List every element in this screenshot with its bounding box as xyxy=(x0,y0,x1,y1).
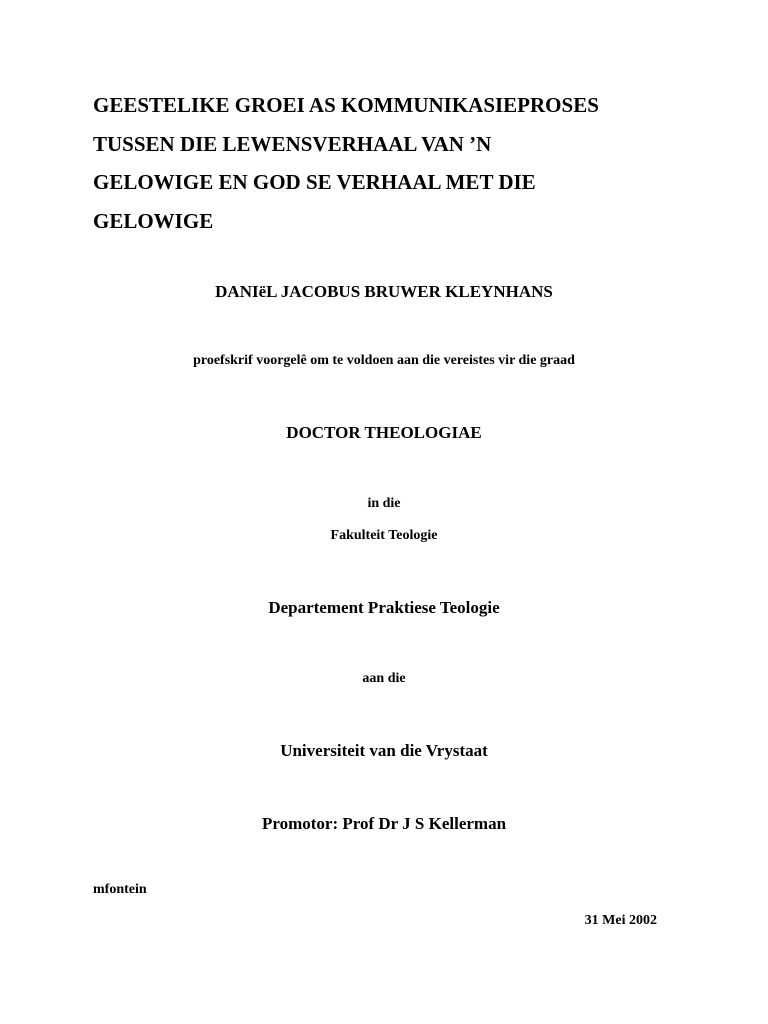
thesis-title-line-4: GELOWIGE xyxy=(93,208,214,233)
in-die-text: in die xyxy=(367,496,401,511)
promotor-line: Promotor: Prof Dr J S Kellerman xyxy=(261,814,507,833)
degree-name: DOCTOR THEOLOGIAE xyxy=(286,423,482,442)
university-name: Universiteit van die Vrystaat xyxy=(280,741,488,760)
place-name: mfontein xyxy=(93,882,147,897)
submission-date: 31 Mei 2002 xyxy=(584,913,657,928)
thesis-title-line-3: GELOWIGE EN GOD SE VERHAAL MET DIE xyxy=(93,170,536,194)
department-name: Departement Praktiese Teologie xyxy=(268,598,500,617)
faculty-name: Fakulteit Teologie xyxy=(330,528,438,543)
thesis-title xyxy=(93,86,693,240)
aan-die-text: aan die xyxy=(362,671,406,686)
thesis-title-line-1: GEESTELIKE GROEI AS KOMMUNIKASIEPROSES xyxy=(93,93,599,117)
thesis-purpose: proefskrif voorgelê om te voldoen aan die vereistes vir die graad xyxy=(193,353,575,368)
author-name: DANIëL JACOBUS BRUWER KLEYNHANS xyxy=(215,282,553,301)
thesis-title-line-2: TUSSEN DIE LEWENSVERHAAL VAN ’N xyxy=(93,131,492,156)
